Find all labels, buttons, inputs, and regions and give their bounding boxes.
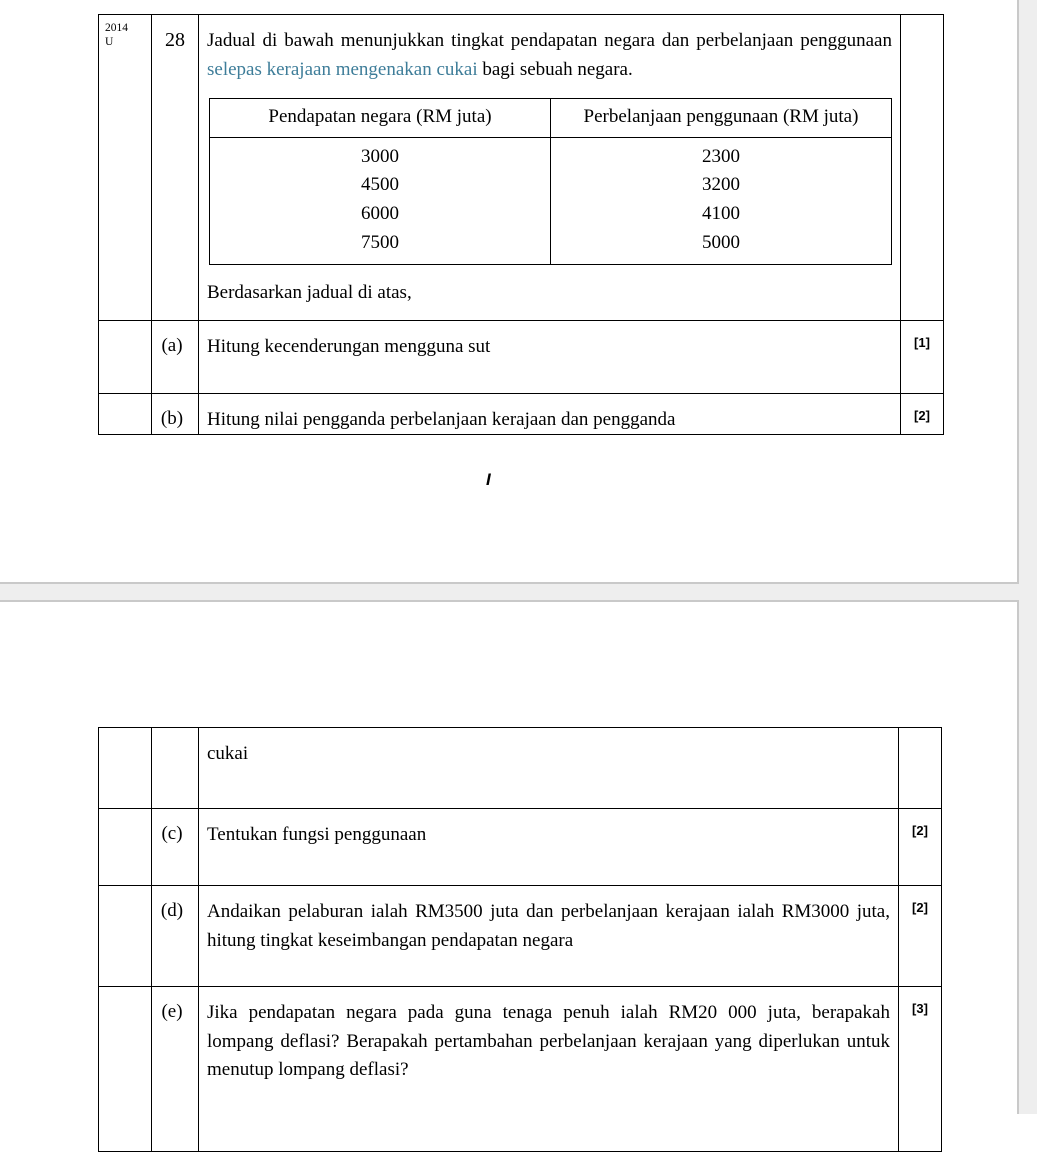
income-value: 7500 bbox=[361, 232, 399, 254]
table-row bbox=[99, 15, 944, 321]
part-a-marks-cell bbox=[901, 320, 944, 393]
part-d-body-cell bbox=[199, 886, 899, 987]
part-c-body-cell bbox=[199, 809, 899, 886]
data-table-values-row bbox=[210, 137, 892, 265]
question-intro-paragraph bbox=[207, 27, 892, 84]
part-b-text: Hitung nilai pengganda perbelanjaan kerajaan dan pengganda bbox=[207, 408, 676, 430]
part-b-continued-label-cell bbox=[152, 728, 199, 809]
part-a-body-cell bbox=[199, 320, 901, 393]
part-b-marks: [2] bbox=[914, 407, 930, 423]
part-d-label: (d) bbox=[160, 900, 184, 921]
part-b-label: (b) bbox=[160, 407, 184, 429]
question-table-page-2 bbox=[98, 727, 942, 1152]
year-tag-cell-empty bbox=[99, 393, 152, 435]
year-tag-cell-empty bbox=[99, 809, 152, 886]
page-gap-band bbox=[0, 584, 1037, 600]
intro-highlighted-phrase: selepas kerajaan mengenakan cukai bbox=[207, 58, 478, 80]
year-tag-cell-empty bbox=[99, 886, 152, 987]
table-row bbox=[99, 886, 942, 987]
data-table-header-consumption: Perbelanjaan penggunaan (RM juta) bbox=[551, 99, 892, 138]
part-e-body-cell bbox=[199, 987, 899, 1152]
table-row bbox=[99, 987, 942, 1152]
table-row bbox=[99, 320, 944, 393]
document-page-1 bbox=[0, 0, 1019, 584]
question-number-cell bbox=[152, 15, 199, 321]
question-table-page-1 bbox=[98, 14, 944, 435]
part-a-label: (a) bbox=[161, 334, 183, 356]
part-d-marks: [2] bbox=[912, 900, 928, 915]
part-b-continued-marks-cell bbox=[899, 728, 942, 809]
data-table-income-values bbox=[210, 137, 551, 265]
year-tag-cell-empty bbox=[99, 320, 152, 393]
stray-mark-glyph: I bbox=[486, 470, 491, 489]
table-row bbox=[99, 728, 942, 809]
consumption-value: 5000 bbox=[702, 232, 740, 254]
income-value: 3000 bbox=[361, 145, 399, 167]
year-tag-cell-empty bbox=[99, 987, 152, 1152]
part-e-label-cell bbox=[152, 987, 199, 1152]
consumption-value: 2300 bbox=[702, 145, 740, 167]
data-table-header-income: Pendapatan negara (RM juta) bbox=[210, 99, 551, 138]
part-b-body-cell bbox=[199, 393, 901, 435]
after-table-instruction: Berdasarkan jadual di atas, bbox=[207, 282, 412, 303]
data-table-header-row bbox=[210, 99, 892, 138]
part-a-marks: [1] bbox=[914, 334, 930, 350]
income-value: 6000 bbox=[361, 203, 399, 225]
question-stem-cell bbox=[199, 15, 901, 321]
income-expenditure-table bbox=[209, 98, 892, 265]
part-c-marks-cell bbox=[899, 809, 942, 886]
part-a-text: Hitung kecenderungan mengguna sut bbox=[207, 335, 491, 357]
part-e-marks-cell bbox=[899, 987, 942, 1152]
part-b-continued-marks bbox=[899, 728, 941, 746]
part-e-label: (e) bbox=[161, 1001, 183, 1022]
part-a-label-cell bbox=[152, 320, 199, 393]
part-d-marks-cell bbox=[899, 886, 942, 987]
part-c-label: (c) bbox=[161, 823, 183, 844]
year-tag-cell-empty bbox=[99, 728, 152, 809]
part-e-text: Jika pendapatan negara pada guna tenaga penuh ialah RM20 000 juta, berapakah lompang deflasi? Berapakah pertambahan perbelanjaan kerajaan yang diperlukan untuk menutup lompang deflasi? bbox=[207, 1002, 890, 1080]
year-tag-cell bbox=[99, 15, 152, 321]
consumption-value: 3200 bbox=[702, 174, 740, 196]
part-b-continued-label bbox=[152, 728, 198, 746]
part-b-continued-body-cell bbox=[199, 728, 899, 809]
intro-text-part2: bagi sebuah negara. bbox=[477, 58, 633, 80]
consumption-value: 4100 bbox=[702, 203, 740, 225]
intro-text-part1: Jadual di bawah menunjukkan tingkat pendapatan negara dan perbelanjaan penggunaan bbox=[207, 30, 892, 51]
part-c-text: Tentukan fungsi penggunaan bbox=[207, 824, 427, 845]
income-value: 4500 bbox=[361, 174, 399, 196]
data-table-consumption-values bbox=[551, 137, 892, 265]
table-row bbox=[99, 809, 942, 886]
document-page-2 bbox=[0, 600, 1019, 1114]
part-c-marks: [2] bbox=[912, 823, 928, 838]
part-d-text: Andaikan pelaburan ialah RM3500 juta dan perbelanjaan kerajaan ialah RM3000 juta, hitung tingkat keseimbangan pendapatan negara bbox=[207, 901, 890, 951]
part-e-marks: [3] bbox=[912, 1001, 928, 1016]
part-b-continued-text: cukai bbox=[207, 743, 249, 764]
part-c-label-cell bbox=[152, 809, 199, 886]
part-b-marks-cell bbox=[901, 393, 944, 435]
year-tag-line2: U bbox=[105, 36, 114, 49]
question-number: 28 bbox=[165, 29, 185, 51]
part-b-label-cell bbox=[152, 393, 199, 435]
year-tag-line1: 2014 bbox=[105, 22, 128, 34]
table-row bbox=[99, 393, 944, 435]
part-d-label-cell bbox=[152, 886, 199, 987]
marks-cell-empty bbox=[901, 15, 944, 321]
